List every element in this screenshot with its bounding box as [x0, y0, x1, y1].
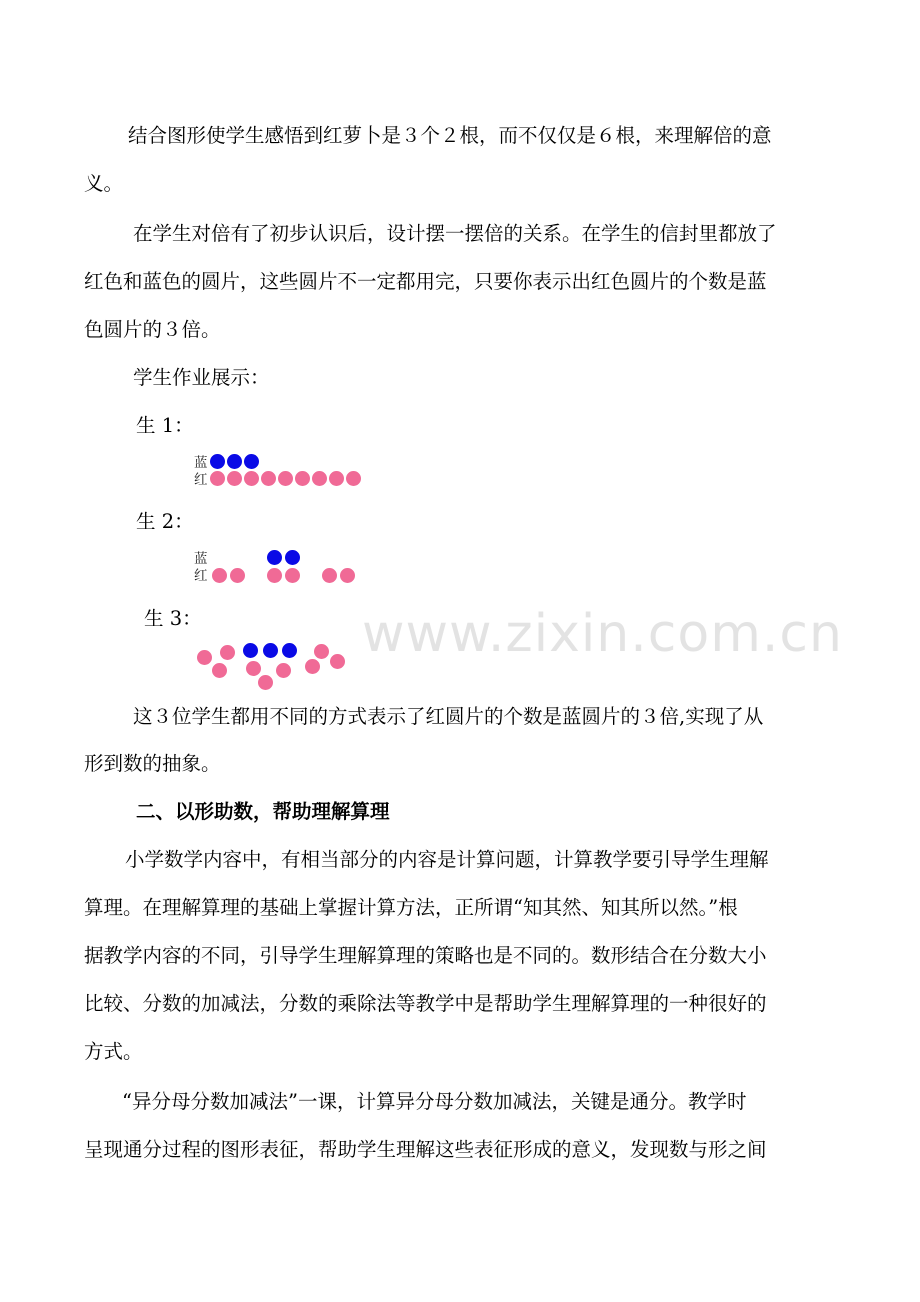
paragraph-4-line-3: 据教学内容的不同，引导学生理解算理的策略也是不同的。数形结合在分数大小 [84, 944, 767, 967]
red-dot [227, 471, 242, 486]
red-dot [244, 471, 259, 486]
red-dot [329, 471, 344, 486]
blue-dot [267, 550, 282, 565]
red-dot [295, 471, 310, 486]
red-dot [220, 645, 235, 660]
paragraph-5-line-2: 呈现通分过程的图形表征，帮助学生理解这些表征形成的意义，发现数与形之间 [84, 1138, 767, 1161]
red-dot [197, 650, 212, 665]
red-dot [340, 568, 355, 583]
red-dot [258, 675, 273, 690]
blue-dot [282, 643, 297, 658]
paragraph-3-line-2: 形到数的抽象。 [84, 752, 221, 775]
red-dot [246, 661, 261, 676]
red-dot [346, 471, 361, 486]
paragraph-4-line-2: 算理。在理解算理的基础上掌握计算方法，正所谓“知其然、知其所以然。”根 [84, 896, 738, 919]
blue-dot [285, 550, 300, 565]
section-heading: 二、以形助数，帮助理解算理 [136, 800, 390, 823]
paragraph-5-line-1: “异分母分数加减法”一课，计算异分母分数加减法，关键是通分。教学时 [122, 1090, 747, 1113]
red-dot [210, 471, 225, 486]
red-dot [285, 568, 300, 583]
student-1-label: 生 1： [136, 414, 194, 437]
paragraph-1-line-1: 结合图形使学生感悟到红萝卜是３个２根，而不仅仅是６根，来理解倍的意 [128, 124, 772, 147]
showcase-label: 学生作业展示： [133, 366, 270, 389]
blue-dot [244, 454, 259, 469]
paragraph-4-line-1: 小学数学内容中，有相当部分的内容是计算问题，计算教学要引导学生理解 [125, 848, 769, 871]
paragraph-4-line-5: 方式。 [84, 1040, 143, 1063]
paragraph-2-line-1: 在学生对倍有了初步认识后，设计摆一摆倍的关系。在学生的信封里都放了 [133, 222, 777, 245]
paragraph-3-line-1: 这３位学生都用不同的方式表示了红圆片的个数是蓝圆片的３倍,实现了从 [133, 705, 764, 728]
red-dot [261, 471, 276, 486]
student-1-red-label: 红 [194, 472, 208, 488]
blue-dot [210, 454, 225, 469]
red-dot [314, 644, 329, 659]
red-dot [278, 471, 293, 486]
blue-dot [227, 454, 242, 469]
watermark: www.zixin.com.cn [362, 604, 843, 664]
paragraph-4-line-4: 比较、分数的加减法，分数的乘除法等教学中是帮助学生理解算理的一种很好的 [84, 992, 767, 1015]
student-2-red-label: 红 [194, 568, 208, 584]
student-1-blue-label: 蓝 [194, 455, 208, 471]
red-dot [322, 568, 337, 583]
red-dot [267, 568, 282, 583]
paragraph-1-line-2: 义。 [84, 172, 124, 195]
red-dot [312, 471, 327, 486]
student-2-blue-label: 蓝 [194, 551, 208, 567]
paragraph-2-line-3: 色圆片的３倍。 [84, 318, 221, 341]
red-dot [212, 663, 227, 678]
blue-dot [263, 643, 278, 658]
red-dot [212, 568, 227, 583]
blue-dot [243, 643, 258, 658]
paragraph-2-line-2: 红色和蓝色的圆片，这些圆片不一定都用完，只要你表示出红色圆片的个数是蓝 [84, 270, 767, 293]
student-2-label: 生 2： [136, 510, 194, 533]
red-dot [305, 659, 320, 674]
red-dot [230, 568, 245, 583]
student-3-label: 生 3： [144, 607, 202, 630]
red-dot [330, 654, 345, 669]
red-dot [276, 663, 291, 678]
